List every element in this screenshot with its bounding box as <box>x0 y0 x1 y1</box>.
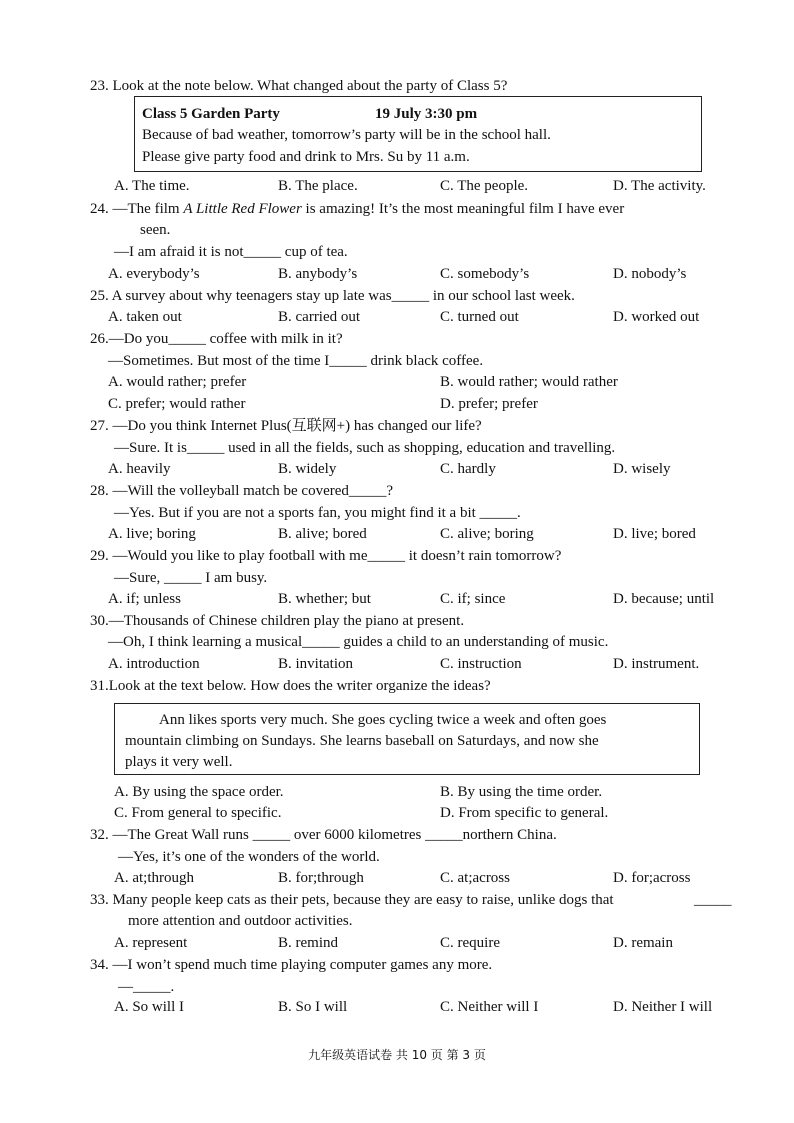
question-32-reply: —Yes, it’s one of the wonders of the world. <box>118 849 380 865</box>
q24-film-title: A Little Red Flower <box>183 201 302 217</box>
option-31d[interactable]: D. From specific to general. <box>440 805 609 821</box>
q24-stem-part-b: is amazing! It’s the most meaningful film I have ever <box>301 201 625 217</box>
option-30c[interactable]: C. instruction <box>440 656 522 672</box>
question-25-stem: 25. A survey about why teenagers stay up late was_____ in our school last week. <box>90 288 575 304</box>
note-line-1: Because of bad weather, tomorrow’s party will be in the school hall. <box>142 127 551 143</box>
question-34-reply: —_____. <box>118 979 175 995</box>
question-27-reply: —Sure. It is_____ used in all the fields, such as shopping, education and travelling. <box>114 440 616 456</box>
option-32a[interactable]: A. at;through <box>114 870 194 886</box>
question-24-reply: —I am afraid it is not_____ cup of tea. <box>114 244 348 260</box>
option-32c[interactable]: C. at;across <box>440 870 510 886</box>
option-27c[interactable]: C. hardly <box>440 461 496 477</box>
option-28a[interactable]: A. live; boring <box>108 526 196 542</box>
option-31c[interactable]: C. From general to specific. <box>114 805 282 821</box>
question-24-stem-cont: seen. <box>140 222 171 238</box>
option-24a[interactable]: A. everybody’s <box>108 266 200 282</box>
option-30a[interactable]: A. introduction <box>108 656 200 672</box>
option-33a[interactable]: A. represent <box>114 935 188 951</box>
question-29-reply: —Sure, _____ I am busy. <box>114 570 268 586</box>
question-29-stem: 29. —Would you like to play football with me_____ it doesn’t rain tomorrow? <box>90 548 562 564</box>
option-27a[interactable]: A. heavily <box>108 461 171 477</box>
option-32d[interactable]: D. for;across <box>613 870 691 886</box>
option-25d[interactable]: D. worked out <box>613 309 700 325</box>
page-footer: 九年级英语试卷 共 10 页 第 3 页 <box>308 1048 486 1062</box>
option-29b[interactable]: B. whether; but <box>278 591 371 607</box>
option-26a[interactable]: A. would rather; prefer <box>108 374 247 390</box>
option-30b[interactable]: B. invitation <box>278 656 353 672</box>
question-26-reply: —Sometimes. But most of the time I_____ drink black coffee. <box>108 353 484 369</box>
q24-stem-part-a: 24. —The film <box>90 201 184 217</box>
option-27d[interactable]: D. wisely <box>613 461 671 477</box>
option-33c[interactable]: C. require <box>440 935 500 951</box>
option-28b[interactable]: B. alive; bored <box>278 526 367 542</box>
note-box <box>134 96 702 172</box>
question-34-stem: 34. —I won’t spend much time playing computer games any more. <box>90 957 493 973</box>
question-23-stem: 23. Look at the note below. What changed about the party of Class 5? <box>90 78 508 94</box>
option-31a[interactable]: A. By using the space order. <box>114 784 284 800</box>
option-34a[interactable]: A. So will I <box>114 999 185 1015</box>
question-27-stem: 27. —Do you think Internet Plus(互联网+) has changed our life? <box>90 418 482 434</box>
question-26-stem: 26.—Do you_____ coffee with milk in it? <box>90 331 343 347</box>
text-line-3: plays it very well. <box>125 754 233 770</box>
option-29c[interactable]: C. if; since <box>440 591 506 607</box>
note-date: 19 July 3:30 pm <box>375 106 478 122</box>
text-line-2: mountain climbing on Sundays. She learns baseball on Saturdays, and now she <box>125 733 599 749</box>
option-34b[interactable]: B. So I will <box>278 999 348 1015</box>
question-32-stem: 32. —The Great Wall runs _____ over 6000 kilometres _____northern China. <box>90 827 557 843</box>
option-29a[interactable]: A. if; unless <box>108 591 181 607</box>
option-34d[interactable]: D. Neither I will <box>613 999 713 1015</box>
option-23a[interactable]: A. The time. <box>114 178 190 194</box>
text-box <box>114 703 700 775</box>
option-24d[interactable]: D. nobody’s <box>613 266 687 282</box>
option-25a[interactable]: A. taken out <box>108 309 182 325</box>
option-28d[interactable]: D. live; bored <box>613 526 696 542</box>
option-26c[interactable]: C. prefer; would rather <box>108 396 246 412</box>
option-24b[interactable]: B. anybody’s <box>278 266 358 282</box>
note-line-2: Please give party food and drink to Mrs. Su by 11 a.m. <box>142 149 470 165</box>
option-26b[interactable]: B. would rather; would rather <box>440 374 618 390</box>
question-31-stem: 31.Look at the text below. How does the writer organize the ideas? <box>90 678 491 694</box>
question-24-stem <box>90 199 624 219</box>
option-33d[interactable]: D. remain <box>613 935 673 951</box>
option-25c[interactable]: C. turned out <box>440 309 519 325</box>
option-26d[interactable]: D. prefer; prefer <box>440 396 538 412</box>
option-23c[interactable]: C. The people. <box>440 178 529 194</box>
question-28-stem: 28. —Will the volleyball match be covered_____? <box>90 483 394 499</box>
option-30d[interactable]: D. instrument. <box>613 656 700 672</box>
question-33-stem-cont: more attention and outdoor activities. <box>128 913 353 929</box>
option-25b[interactable]: B. carried out <box>278 309 361 325</box>
option-27b[interactable]: B. widely <box>278 461 337 477</box>
option-24c[interactable]: C. somebody’s <box>440 266 530 282</box>
option-34c[interactable]: C. Neither will I <box>440 999 539 1015</box>
note-title: Class 5 Garden Party <box>142 106 280 122</box>
option-23b[interactable]: B. The place. <box>278 178 358 194</box>
option-33b[interactable]: B. remind <box>278 935 338 951</box>
option-23d[interactable]: D. The activity. <box>613 178 706 194</box>
option-28c[interactable]: C. alive; boring <box>440 526 534 542</box>
question-33-blank: _____ <box>694 892 732 908</box>
text-line-1: Ann likes sports very much. She goes cycling twice a week and often goes <box>159 712 607 728</box>
question-28-reply: —Yes. But if you are not a sports fan, you might find it a bit _____. <box>114 505 521 521</box>
question-30-reply: —Oh, I think learning a musical_____ guides a child to an understanding of music. <box>108 634 609 650</box>
option-31b[interactable]: B. By using the time order. <box>440 784 603 800</box>
question-30-stem: 30.—Thousands of Chinese children play the piano at present. <box>90 613 465 629</box>
option-32b[interactable]: B. for;through <box>278 870 364 886</box>
option-29d[interactable]: D. because; until <box>613 591 715 607</box>
question-33-stem: 33. Many people keep cats as their pets, because they are easy to raise, unlike dogs that <box>90 892 614 908</box>
